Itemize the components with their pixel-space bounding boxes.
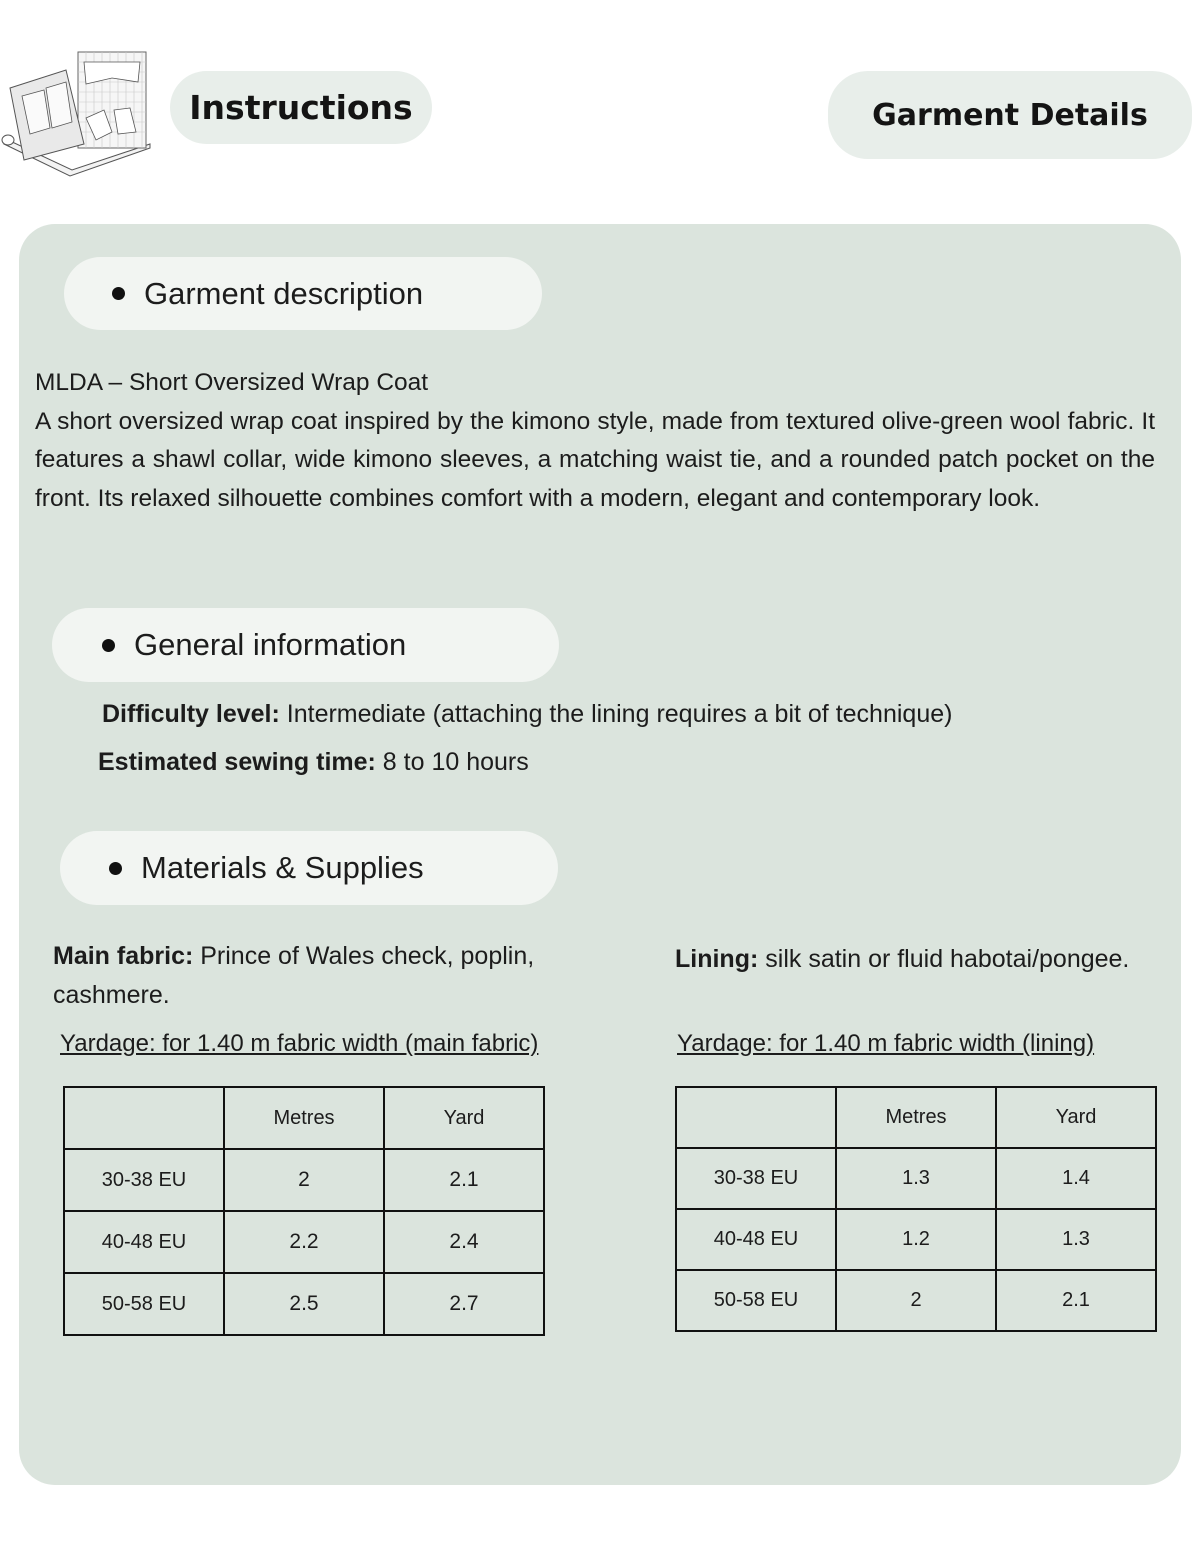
table-cell: 30-38 EU <box>676 1148 836 1209</box>
table-cell: 2.4 <box>384 1211 544 1273</box>
lining-yardage-table <box>675 1086 1157 1332</box>
sewing-time-label: Estimated sewing time: <box>98 748 376 776</box>
section-heading-general-information <box>52 608 559 682</box>
instructions-title: Instructions <box>170 71 432 144</box>
table-row <box>676 1148 1156 1209</box>
main-yardage-title: Yardage: for 1.40 m fabric width (main fabric) <box>60 1030 539 1057</box>
table-cell: 1.2 <box>836 1209 996 1270</box>
lining-label: Lining: <box>675 945 759 973</box>
table-row <box>676 1270 1156 1331</box>
table-row <box>64 1211 544 1273</box>
lining-fabric <box>675 940 1175 979</box>
table-cell: 50-58 EU <box>676 1270 836 1331</box>
table-cell: 2.2 <box>224 1211 384 1273</box>
section-heading-materials <box>60 831 558 905</box>
bullet-icon <box>102 639 115 652</box>
table-row <box>64 1273 544 1335</box>
section-heading-label: General information <box>134 627 407 662</box>
difficulty-level <box>102 700 952 729</box>
table-header-cell: Yard <box>384 1087 544 1149</box>
table-cell: 1.3 <box>836 1148 996 1209</box>
table-header-cell: Metres <box>836 1087 996 1148</box>
lining-yardage-title: Yardage: for 1.40 m fabric width (lining) <box>677 1030 1095 1057</box>
table-cell: 40-48 EU <box>64 1211 224 1273</box>
table-header-cell: Metres <box>224 1087 384 1149</box>
sewing-pattern-icon <box>0 48 152 178</box>
garment-description-text: A short oversized wrap coat inspired by the kimono style, made from textured olive-green wool fabric. It features a shawl collar, wide kimono sleeves, a matching waist tie, and a rounded patch pocket on the front. Its relaxed silhouette combines comfort with a modern, elegant and contemporary look. <box>35 407 1155 512</box>
table-cell: 2.7 <box>384 1273 544 1335</box>
table-cell: 1.3 <box>996 1209 1156 1270</box>
table-header-cell: Yard <box>996 1087 1156 1148</box>
difficulty-value: Intermediate (attaching the lining requires a bit of technique) <box>279 700 953 728</box>
garment-details-title: Garment Details <box>828 71 1192 159</box>
garment-description <box>35 364 1155 518</box>
table-cell: 2.1 <box>996 1270 1156 1331</box>
table-cell: 50-58 EU <box>64 1273 224 1335</box>
table-header-cell <box>676 1087 836 1148</box>
main-fabric <box>53 937 573 1015</box>
table-cell: 2.5 <box>224 1273 384 1335</box>
table-cell: 40-48 EU <box>676 1209 836 1270</box>
main-fabric-label: Main fabric: <box>53 942 194 970</box>
estimated-sewing-time <box>98 748 529 777</box>
content-panel <box>19 224 1181 1485</box>
sewing-time-value: 8 to 10 hours <box>375 748 529 776</box>
bullet-icon <box>112 287 125 300</box>
table-row <box>676 1209 1156 1270</box>
table-cell: 2 <box>224 1149 384 1211</box>
difficulty-label: Difficulty level: <box>102 700 280 728</box>
main-fabric-yardage-table <box>63 1086 545 1336</box>
bullet-icon <box>109 862 122 875</box>
table-header-row <box>64 1087 544 1149</box>
section-heading-label: Garment description <box>144 275 424 311</box>
main-fabric-value: Prince of Wales check, poplin, cashmere. <box>53 942 535 1009</box>
table-row <box>64 1149 544 1211</box>
table-header-cell <box>64 1087 224 1149</box>
table-cell: 30-38 EU <box>64 1149 224 1211</box>
table-cell: 2.1 <box>384 1149 544 1211</box>
garment-name: MLDA – Short Oversized Wrap Coat <box>35 369 429 396</box>
table-cell: 2 <box>836 1270 996 1331</box>
section-heading-label: Materials & Supplies <box>141 850 424 885</box>
section-heading-garment-description <box>64 257 542 330</box>
table-cell: 1.4 <box>996 1148 1156 1209</box>
table-header-row <box>676 1087 1156 1148</box>
lining-value: silk satin or fluid habotai/pongee. <box>758 945 1130 973</box>
